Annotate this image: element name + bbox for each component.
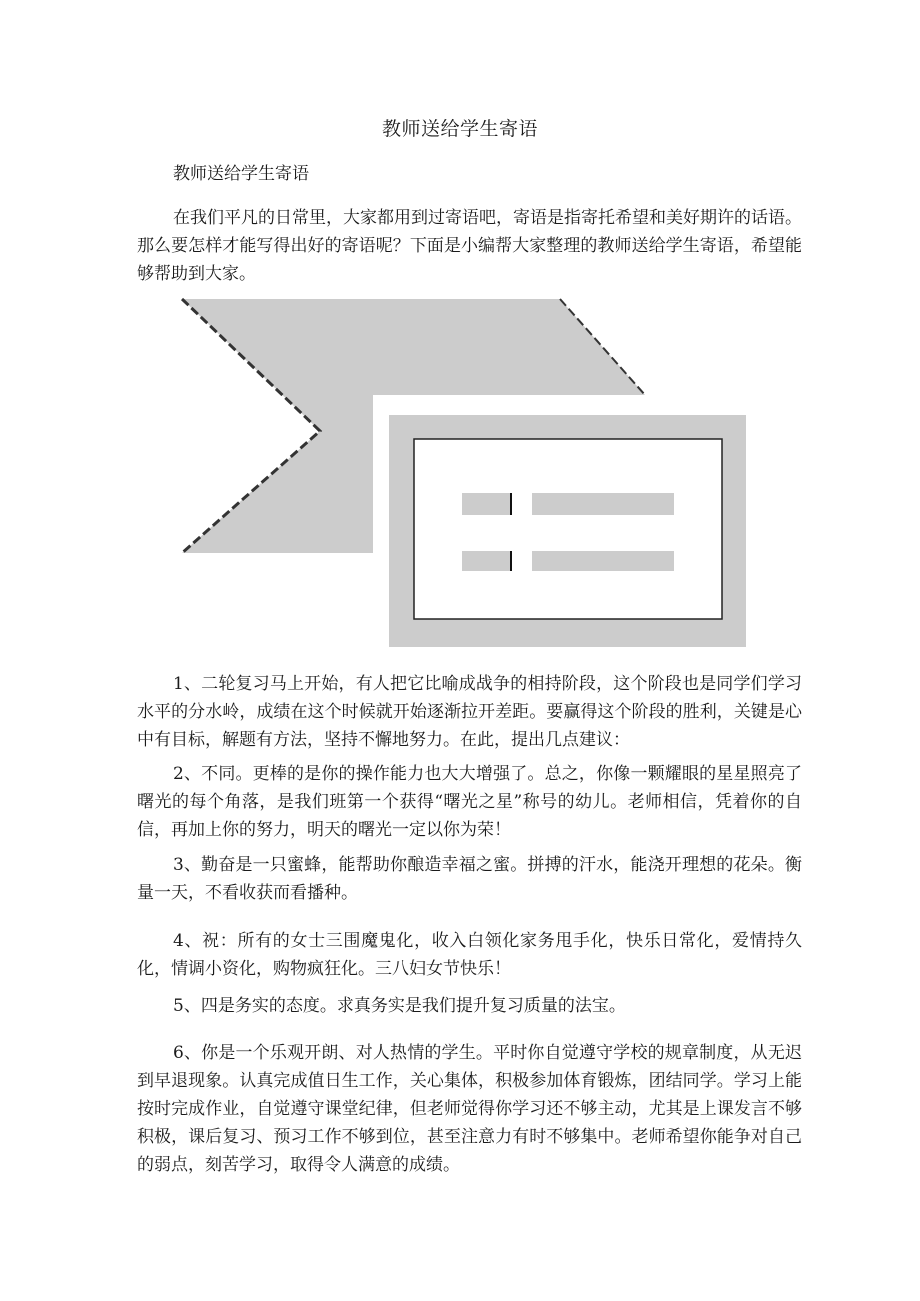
document-title: 教师送给学生寄语 [381, 118, 538, 140]
list-item: 2、不同。更棒的是你的操作能力也大大增强了。总之，你像一颗耀眼的星星照亮了曙光的每个角落，是我们班第一个获得“曙光之星”称号的幼儿。老师相信，凭着你的自信，再加上你的努力，明天的曙光一定以你为荣！ [137, 764, 802, 840]
intro-paragraph: 在我们平凡的日常里，大家都用到过寄语吧，寄语是指寄托希望和美好期许的话语。那么要怎样才能写得出好的寄语呢？下面是小编帮大家整理的教师送给学生寄语，希望能够帮助到大家。 [137, 208, 802, 284]
list-item: 4、祝：所有的女士三围魔鬼化，收入白领化家务甩手化，快乐日常化，爱情持久化，情调小资化，购物疯狂化。三八妇女节快乐！ [137, 931, 802, 979]
list-item: 6、你是一个乐观开朗、对人热情的学生。平时你自觉遵守学校的规章制度，从无迟到早退现象。认真完成值日生工作，关心集体，积极参加体育锻炼，团结同学。学习上能按时完成作业，自觉遵守课堂纪律，但老师觉得你学习还不够主动，尤其是上课发言不够积极，课后复习、预习工作不够到位，甚至注意力有时不够集中。老师希望你能争对自己的弱点，刻苦学习，取得令人满意的成绩。 [137, 1043, 802, 1175]
list-item: 5、四是务实的态度。求真务实是我们提升复习质量的法宝。 [173, 996, 626, 1016]
list-item: 3、勤奋是一只蜜蜂，能帮助你酿造幸福之蜜。拼搏的汗水，能浇开理想的花朵。衡量一天，不看收获而看播种。 [137, 855, 802, 903]
banner-document-illustration-icon [178, 295, 750, 647]
list-item: 1、二轮复习马上开始，有人把它比喻成战争的相持阶段，这个阶段也是同学们学习水平的分水岭，成绩在这个时候就开始逐渐拉开差距。要赢得这个阶段的胜利，关键是心中有目标，解题有方法，坚持不懈地努力。在此，提出几点建议： [137, 674, 802, 750]
document-subtitle: 教师送给学生寄语 [173, 164, 309, 184]
